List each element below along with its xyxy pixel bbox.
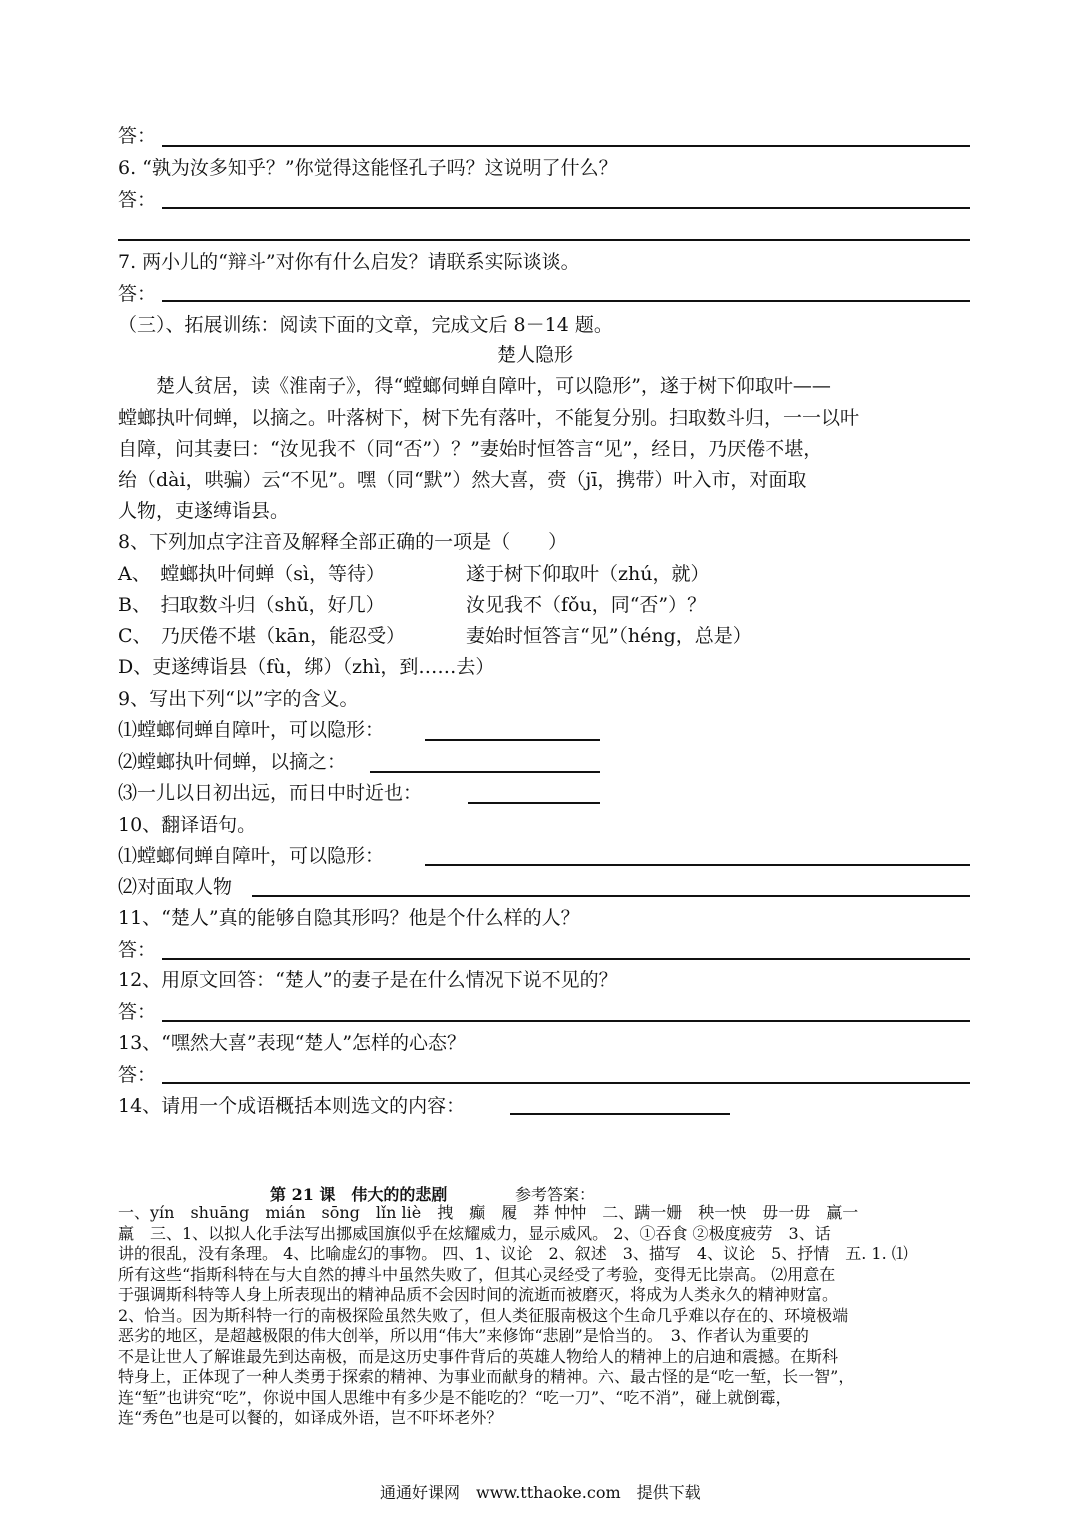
option-a-left: A、 螳螂执叶伺蝉（sì，等待） [118, 563, 386, 585]
q9-item-2: ⑵螳螂执叶伺蝉，以摘之： [118, 751, 347, 773]
answer-blank[interactable] [162, 1082, 970, 1084]
question-13: 13、“嘿然大喜”表现“楚人”怎样的心态？ [118, 1032, 467, 1054]
option-a-right: 遂于树下仰取叶（zhú，就） [466, 563, 710, 585]
answer-blank[interactable] [162, 300, 970, 302]
answer-blank[interactable] [252, 895, 970, 897]
answer-blank[interactable] [510, 1113, 730, 1115]
answer-label: 答： [118, 189, 157, 211]
answer-blank[interactable] [162, 207, 970, 209]
answer-blank[interactable] [162, 145, 970, 147]
passage-line: 螳螂执叶伺蝉，以摘之。叶落树下，树下先有落叶，不能复分别。扫取数斗归，一一以叶 [118, 407, 860, 429]
answer-label: 答： [118, 1064, 157, 1086]
answer-label: 答： [118, 125, 157, 147]
question-14: 14、请用一个成语概括本则选文的内容： [118, 1095, 466, 1117]
footer-text: 通通好课网 www.tthaoke.com 提供下载 [380, 1483, 701, 1502]
q9-item-3: ⑶一儿以日初出远，而日中时近也： [118, 782, 423, 804]
answer-line: 连“堑”也讲究“吃”，你说中国人思维中有多少是不能吃的？“吃一刀”、“吃不消”，碰上就倒霉， [118, 1387, 792, 1407]
answer-blank[interactable] [468, 802, 600, 804]
question-7: 7. 两小儿的“辩斗”对你有什么启发？请联系实际谈谈。 [118, 251, 580, 273]
answer-blank[interactable] [370, 771, 600, 773]
answer-line: 讲的很乱，没有条理。 4、比喻虚幻的事物。 四、1、议论 2、叙述 3、描写 4、议论 5、抒情 五. 1. ⑴ [118, 1244, 908, 1263]
passage-line: 楚人贫居，读《淮南子》，得“螳螂伺蝉自障叶，可以隐形”，遂于树下仰取叶—— [118, 375, 831, 397]
answer-line: 连“秀色”也是可以餐的，如译成外语，岂不吓坏老外？ [118, 1408, 503, 1427]
answer-line: 羸 三、1、以拟人化手法写出挪威国旗似乎在炫耀威力，显示威风。 2、①吞食 ②极度疲劳 3、话 [118, 1223, 831, 1243]
answer-blank[interactable] [162, 958, 970, 960]
q10-item-1: ⑴螳螂伺蝉自障叶，可以隐形： [118, 845, 385, 867]
question-6: 6. “孰为汝多知乎？”你觉得这能怪孔子吗？这说明了什么？ [118, 157, 618, 179]
question-11: 11、“楚人”真的能够自隐其形吗？他是个什么样的人？ [118, 907, 580, 929]
answer-blank[interactable] [118, 239, 970, 241]
answer-line: 于强调斯科特等人身上所表现出的精神品质不会因时间的流逝而被磨灭，将成为人类永久的精神财富。 [118, 1285, 839, 1304]
answer-key-body [118, 1203, 970, 1429]
option-d: D、吏遂缚诣县（fù，绑）（zhì，到……去） [118, 656, 495, 678]
answer-line: 不是让世人了解谁最先到达南极，而是这历史事件背后的英雄人物给人的精神上的启迪和震撼。在斯科 [118, 1346, 839, 1366]
option-b-right: 汝见我不（fǒu，同“否”）？ [466, 594, 707, 616]
passage-line: 人物，吏遂缚诣县。 [118, 500, 290, 522]
option-c-right: 妻始时恒答言“见”（héng，总是） [466, 625, 752, 647]
passage-line: 自障，问其妻曰：“汝见我不（同“否”）？”妻始时恒答言“见”，经日，乃厌倦不堪， [118, 438, 823, 460]
passage-line: 绐（dài，哄骗）云“不见”。嘿（同“默”）然大喜，赍（jī，携带）叶入市，对面取 [118, 469, 807, 491]
answer-line: 所有这些“指斯科特在与大自然的搏斗中虽然失败了，但其心灵经受了考验，变得无比崇高。 ⑵用意在 [118, 1264, 836, 1284]
answers-heading: 第 21 课 伟大的的悲剧 [270, 1185, 448, 1204]
answer-blank[interactable] [425, 864, 970, 866]
answer-label: 答： [118, 283, 157, 305]
answer-line: 恶劣的地区，是超越极限的伟大创举，所以用“伟大”来修饰“悲剧”是恰当的。 3、作者认为重要的 [118, 1326, 809, 1345]
question-12: 12、用原文回答：“楚人”的妻子是在什么情况下说不见的？ [118, 969, 618, 991]
question-10: 10、翻译语句。 [118, 814, 257, 836]
answer-label: 答： [118, 1001, 157, 1023]
answer-label: 答： [118, 939, 157, 961]
answer-line: 一、yín shuāng mián sōng lǐn liè 拽 癫 履 莽 忡忡 二、蹒一姗 秧一怏 毋一毋 赢一 [118, 1203, 859, 1222]
answer-blank[interactable] [162, 1020, 970, 1022]
section-heading: （三）、拓展训练：阅读下面的文章，完成文后 8－14 题。 [118, 314, 613, 336]
option-c-left: C、 乃厌倦不堪（kān，能忍受） [118, 625, 406, 647]
answer-line: 特身上，正体现了一种人类勇于探索的精神、为事业而献身的精神。六、最古怪的是“吃一堑，长一智”， [118, 1367, 855, 1386]
option-b-left: B、 扫取数斗归（shǔ，好几） [118, 594, 385, 616]
answer-blank[interactable] [425, 739, 600, 741]
q9-item-1: ⑴螳螂伺蝉自障叶，可以隐形： [118, 719, 385, 741]
answers-ref-label: 参考答案： [515, 1185, 596, 1204]
question-8: 8、下列加点字注音及解释全部正确的一项是（ ） [118, 531, 568, 553]
passage-title: 楚人隐形 [497, 344, 574, 366]
q10-item-2: ⑵对面取人物 [118, 876, 233, 898]
question-9: 9、写出下列“以”字的含义。 [118, 688, 359, 710]
answer-line: 2、恰当。因为斯科特一行的南极探险虽然失败了，但人类征服南极这个生命几乎难以存在的、环境极端 [118, 1305, 849, 1325]
